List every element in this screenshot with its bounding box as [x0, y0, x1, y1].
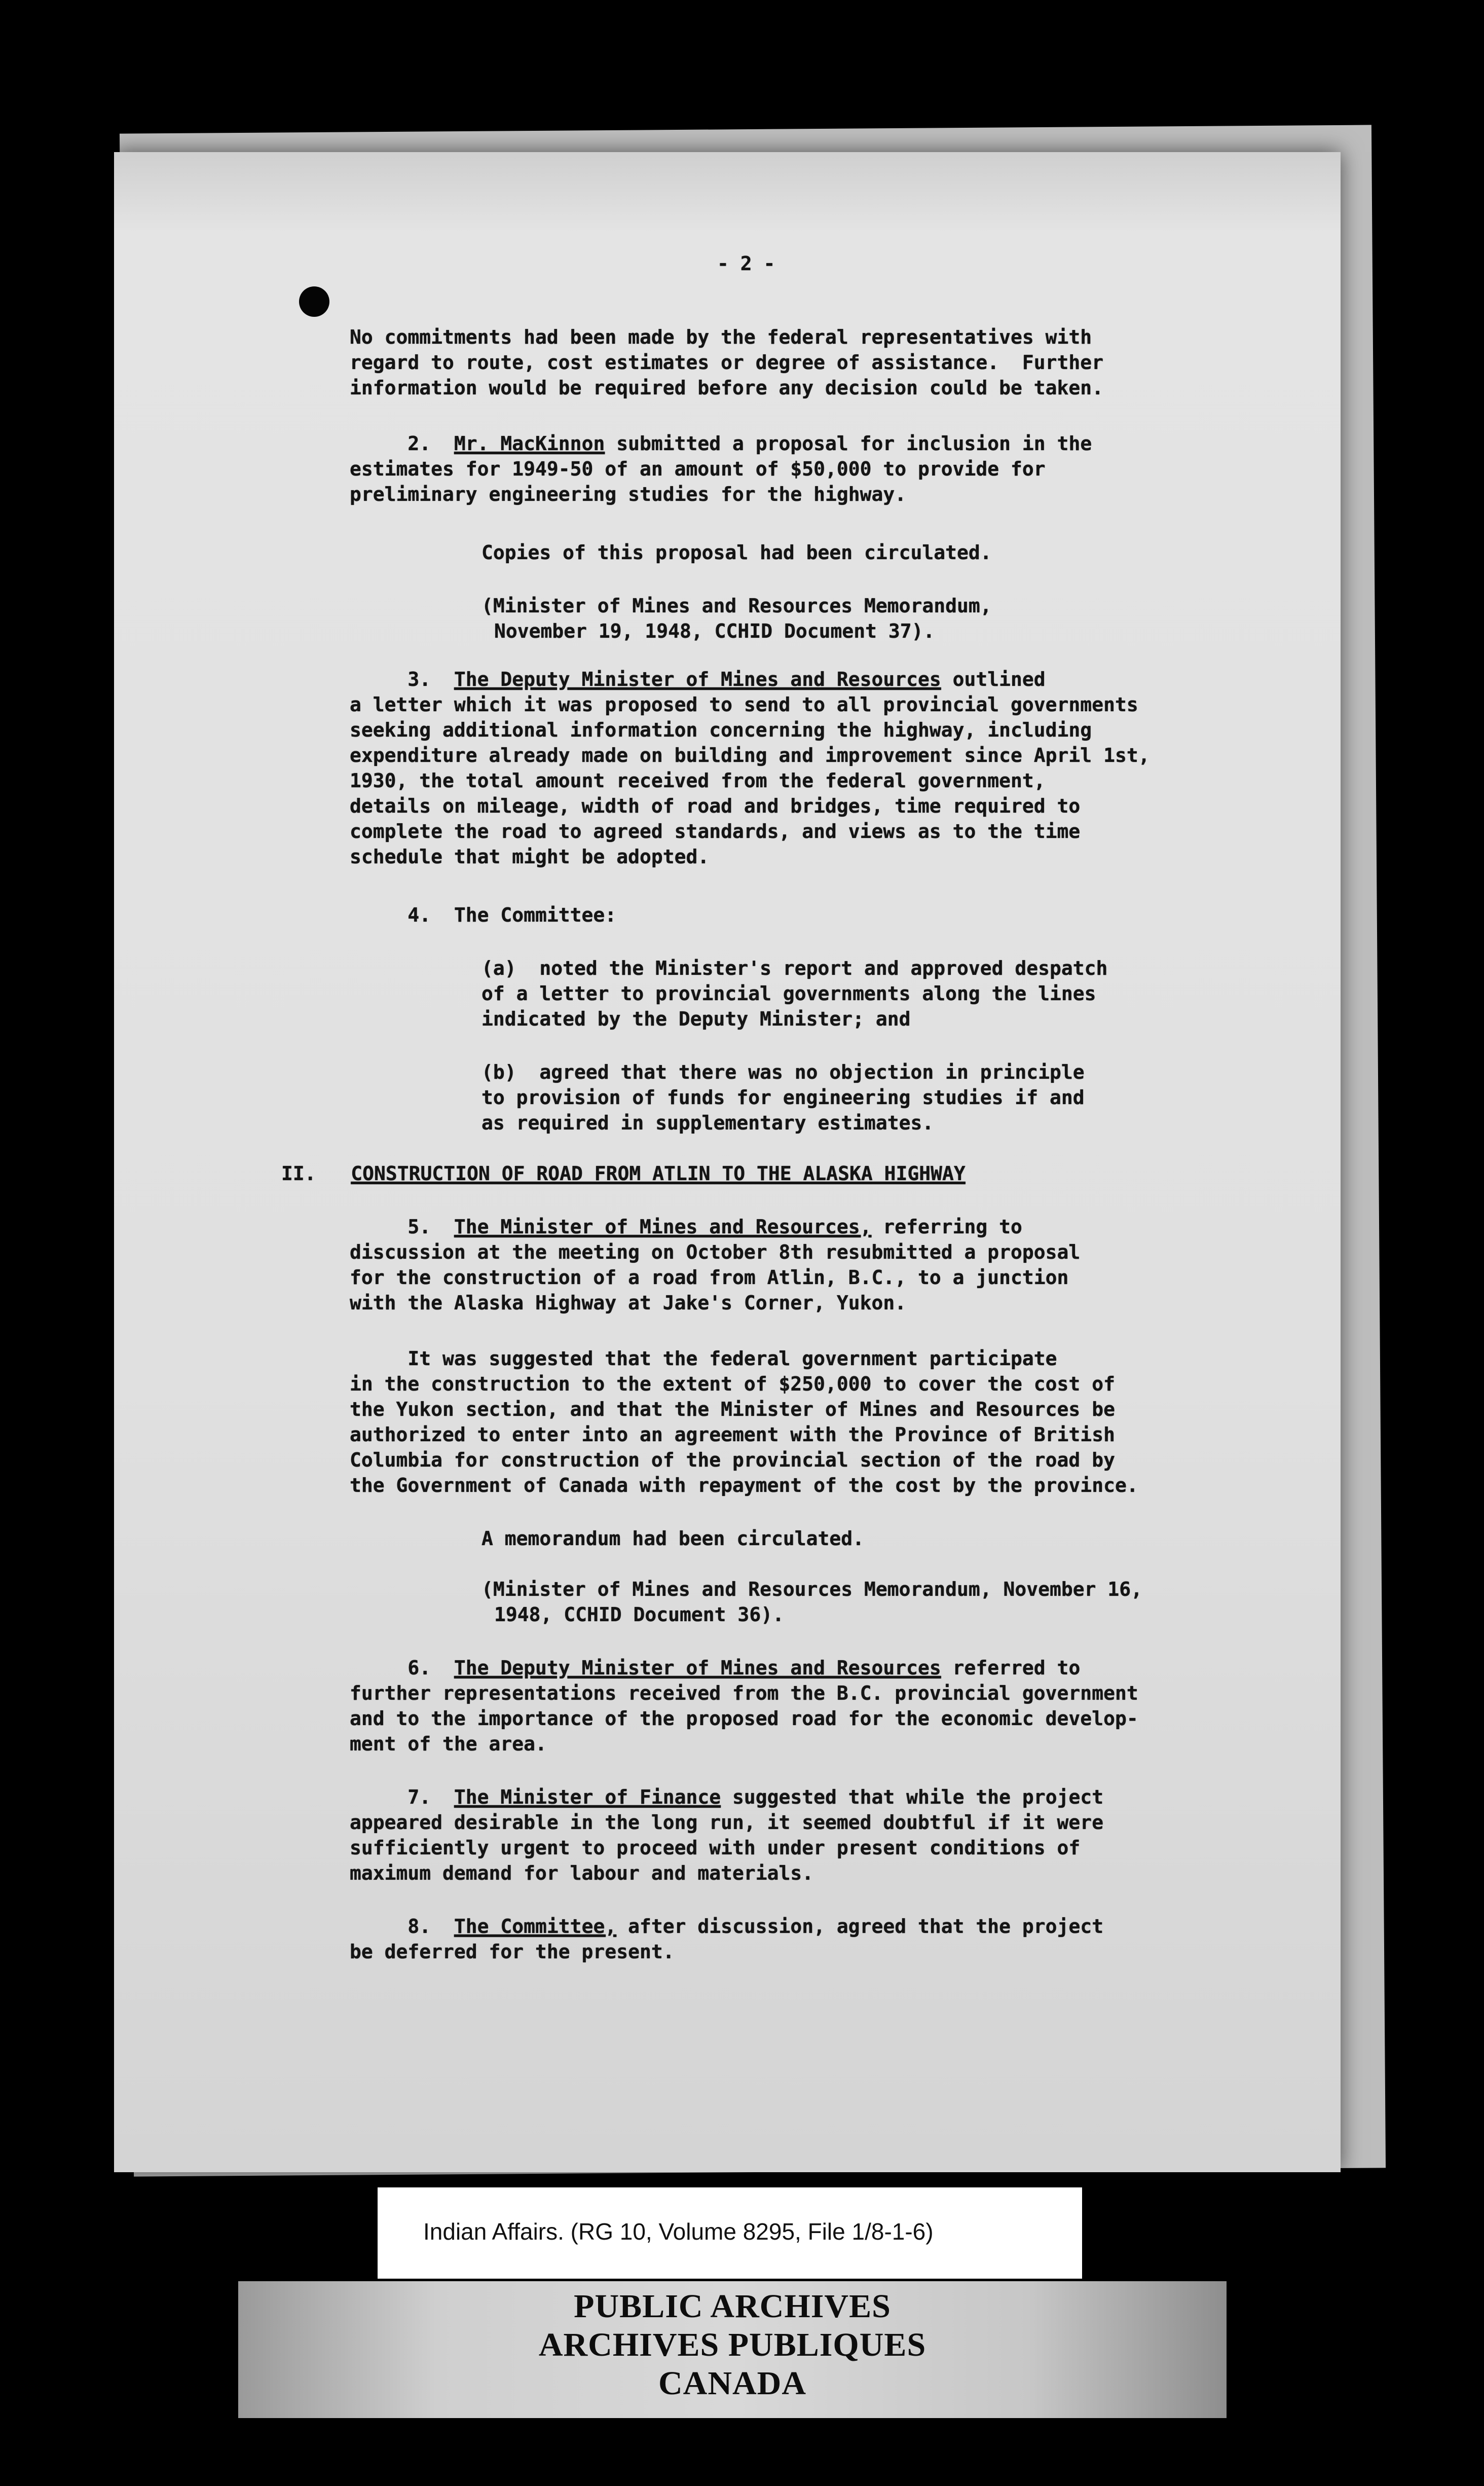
text-line: as required in supplementary estimates. — [481, 1112, 934, 1134]
text-line: 8. The Committee, after discussion, agreed that the project — [350, 1915, 1104, 1937]
text-line: 1948, CCHID Document 36). — [494, 1603, 784, 1626]
text-line: schedule that might be adopted. — [350, 846, 710, 868]
text-line: Columbia for construction of the provincial section of the road by — [350, 1449, 1115, 1471]
text-line: sufficiently urgent to proceed with under present conditions of — [350, 1837, 1081, 1859]
text-line: maximum demand for labour and materials. — [350, 1862, 814, 1884]
punch-hole — [299, 286, 329, 317]
text-line: 6. The Deputy Minister of Mines and Resources referred to — [350, 1657, 1081, 1679]
text-line: further representations received from the B.C. provincial government — [350, 1682, 1138, 1704]
text-line: 3. The Deputy Minister of Mines and Resources outlined — [350, 668, 1046, 690]
text-line: 2. Mr. MacKinnon submitted a proposal for inclusion in the — [350, 432, 1092, 455]
text-line: (a) noted the Minister's report and approved despatch — [481, 957, 1108, 979]
text-line: be deferred for the present. — [350, 1941, 675, 1963]
stamp-line-3: CANADA — [658, 2365, 806, 2402]
text-line: seeking additional information concerning the highway, including — [350, 719, 1092, 741]
text-line: expenditure already made on building and improvement since April 1st, — [350, 744, 1150, 766]
text-line: No commitments had been made by the federal representatives with — [350, 326, 1092, 348]
underlined-phrase: The Minister of Finance — [454, 1786, 721, 1808]
archive-stamp — [238, 2281, 1227, 2418]
text-line: indicated by the Deputy Minister; and — [481, 1008, 911, 1030]
text-line: to provision of funds for engineering studies if and — [481, 1086, 1085, 1109]
text-line: 7. The Minister of Finance suggested that while the project — [350, 1786, 1104, 1808]
text-line: with the Alaska Highway at Jake's Corner, Yukon. — [350, 1292, 907, 1314]
archive-reference-text: Indian Affairs. (RG 10, Volume 8295, File 1/8-1-6) — [423, 2218, 934, 2245]
text-line: and to the importance of the proposed road for the economic develop- — [350, 1707, 1138, 1730]
text-line: 5. The Minister of Mines and Resources, referring to — [350, 1216, 1022, 1238]
underlined-phrase: The Deputy Minister of Mines and Resources — [454, 668, 941, 690]
text-line: 1930, the total amount received from the federal government, — [350, 770, 1046, 792]
text-line: estimates for 1949-50 of an amount of $50,000 to provide for — [350, 458, 1046, 480]
text-line: Copies of this proposal had been circulated. — [481, 541, 992, 564]
stamp-line-2: ARCHIVES PUBLIQUES — [538, 2326, 926, 2363]
text-line: of a letter to provincial governments along the lines — [481, 982, 1096, 1005]
text-line: authorized to enter into an agreement with the Province of British — [350, 1423, 1115, 1446]
text-line: appeared desirable in the long run, it seemed doubtful if it were — [350, 1811, 1104, 1834]
text-line: a letter which it was proposed to send to all provincial governments — [350, 693, 1138, 716]
text-line: details on mileage, width of road and bridges, time required to — [350, 795, 1081, 817]
underlined-phrase: The Minister of Mines and Resources, — [454, 1216, 872, 1238]
underlined-phrase: CONSTRUCTION OF ROAD FROM ATLIN TO THE ALASKA HIGHWAY — [351, 1162, 966, 1185]
underlined-phrase: Mr. MacKinnon — [454, 432, 605, 455]
text-line: A memorandum had been circulated. — [481, 1527, 864, 1550]
text-line: preliminary engineering studies for the highway. — [350, 483, 907, 505]
text-line: complete the road to agreed standards, and views as to the time — [350, 820, 1081, 843]
text-line: ment of the area. — [350, 1733, 547, 1755]
page-number: - 2 - — [717, 252, 775, 275]
stamp-line-1: PUBLIC ARCHIVES — [574, 2288, 891, 2325]
text-line: (Minister of Mines and Resources Memorandum, November 16, — [481, 1578, 1143, 1600]
text-line: in the construction to the extent of $250,000 to cover the cost of — [350, 1373, 1115, 1395]
underlined-phrase: The Committee, — [454, 1915, 617, 1937]
text-line: information would be required before any decision could be taken. — [350, 377, 1104, 399]
underlined-phrase: The Deputy Minister of Mines and Resources — [454, 1657, 941, 1679]
text-line: the Government of Canada with repayment of the cost by the province. — [350, 1474, 1138, 1496]
text-line: for the construction of a road from Atlin, B.C., to a junction — [350, 1266, 1069, 1289]
section-heading: II. CONSTRUCTION OF ROAD FROM ATLIN TO THE ALASKA HIGHWAY — [281, 1162, 966, 1185]
text-line: the Yukon section, and that the Minister of Mines and Resources be — [350, 1398, 1115, 1420]
text-line: (b) agreed that there was no objection in principle — [481, 1061, 1085, 1083]
text-line: November 19, 1948, CCHID Document 37). — [494, 620, 935, 642]
text-line: It was suggested that the federal government participate — [350, 1347, 1057, 1370]
text-line: 4. The Committee: — [350, 904, 617, 926]
text-line: (Minister of Mines and Resources Memorandum, — [481, 595, 992, 617]
text-line: regard to route, cost estimates or degree of assistance. Further — [350, 351, 1104, 374]
archive-reference-label — [378, 2187, 1082, 2279]
text-line: discussion at the meeting on October 8th resubmitted a proposal — [350, 1241, 1081, 1263]
